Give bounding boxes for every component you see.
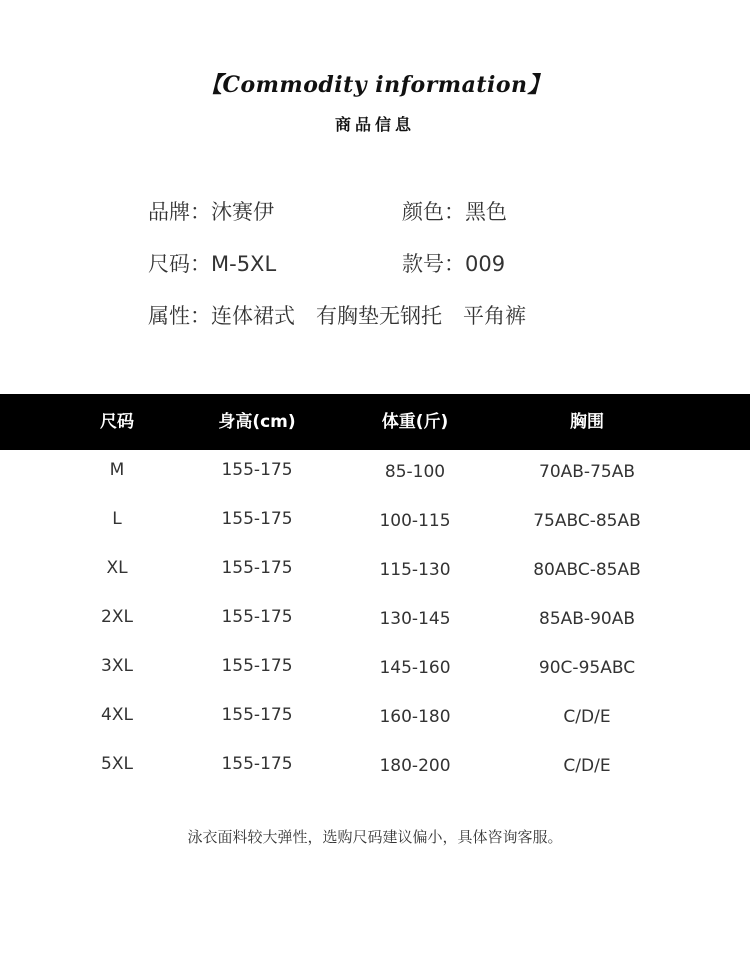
cell-weight: 160-180 (379, 707, 451, 727)
cell-weight: 130-145 (379, 609, 451, 629)
cell-height: 155-175 (221, 607, 293, 627)
cell-bust: C/D/E (563, 756, 611, 776)
color-label: 颜色： (402, 200, 465, 224)
cell-weight: 100-115 (379, 511, 451, 531)
cell-size: 4XL (101, 705, 133, 725)
model-value: 009 (465, 252, 506, 276)
cell-weight: 145-160 (379, 658, 451, 678)
cell-size: 3XL (101, 656, 133, 676)
color-field (402, 196, 507, 226)
cell-bust: 90C-95ABC (538, 658, 636, 678)
table-row (0, 754, 750, 803)
sizing-note: 泳衣面料较大弹性，选购尺码建议偏小，具体咨询客服。 (187, 828, 563, 846)
size-table-header (0, 394, 750, 450)
info-row-size (148, 248, 506, 278)
header-size: 尺码 (100, 412, 134, 432)
brand-label: 品牌： (148, 200, 211, 224)
cell-bust: 85AB-90AB (539, 609, 635, 629)
table-row (0, 460, 750, 509)
cell-size: XL (106, 558, 128, 578)
table-row (0, 607, 750, 656)
table-row (0, 656, 750, 705)
cell-size: 5XL (101, 754, 133, 774)
table-row (0, 509, 750, 558)
cell-height: 155-175 (221, 705, 293, 725)
info-row-brand (148, 196, 507, 226)
cell-weight: 115-130 (379, 560, 451, 580)
table-row (0, 558, 750, 607)
cell-size: 2XL (101, 607, 133, 627)
cell-weight: 85-100 (384, 462, 446, 482)
table-row (0, 705, 750, 754)
cell-bust: 70AB-75AB (539, 462, 635, 482)
cell-height: 155-175 (221, 509, 293, 529)
size-label: 尺码： (148, 252, 211, 276)
info-row-attributes (148, 300, 526, 330)
color-value: 黑色 (465, 200, 507, 224)
model-field (402, 248, 505, 278)
cell-height: 155-175 (221, 754, 293, 774)
attr-label: 属性： (148, 304, 211, 328)
cell-height: 155-175 (221, 558, 293, 578)
cell-bust: 75ABC-85AB (533, 511, 641, 531)
attr-value: 连体裙式 有胸垫无钢托 平角裤 (211, 304, 526, 328)
cell-size: M (109, 460, 125, 480)
header-bust: 胸围 (570, 412, 604, 432)
cell-bust: 80ABC-85AB (533, 560, 641, 580)
page-title: 【Commodity information】 (199, 72, 551, 98)
cell-height: 155-175 (221, 656, 293, 676)
header-weight: 体重(斤) (381, 412, 449, 432)
page-subtitle: 商品信息 (334, 115, 415, 134)
brand-value: 沐赛伊 (211, 200, 274, 224)
cell-weight: 180-200 (379, 756, 451, 776)
model-label: 款号： (402, 252, 465, 276)
header-height: 身高(cm) (218, 412, 296, 432)
size-value: M-5XL (211, 252, 277, 276)
cell-size: L (112, 509, 122, 529)
cell-bust: C/D/E (563, 707, 611, 727)
cell-height: 155-175 (221, 460, 293, 480)
